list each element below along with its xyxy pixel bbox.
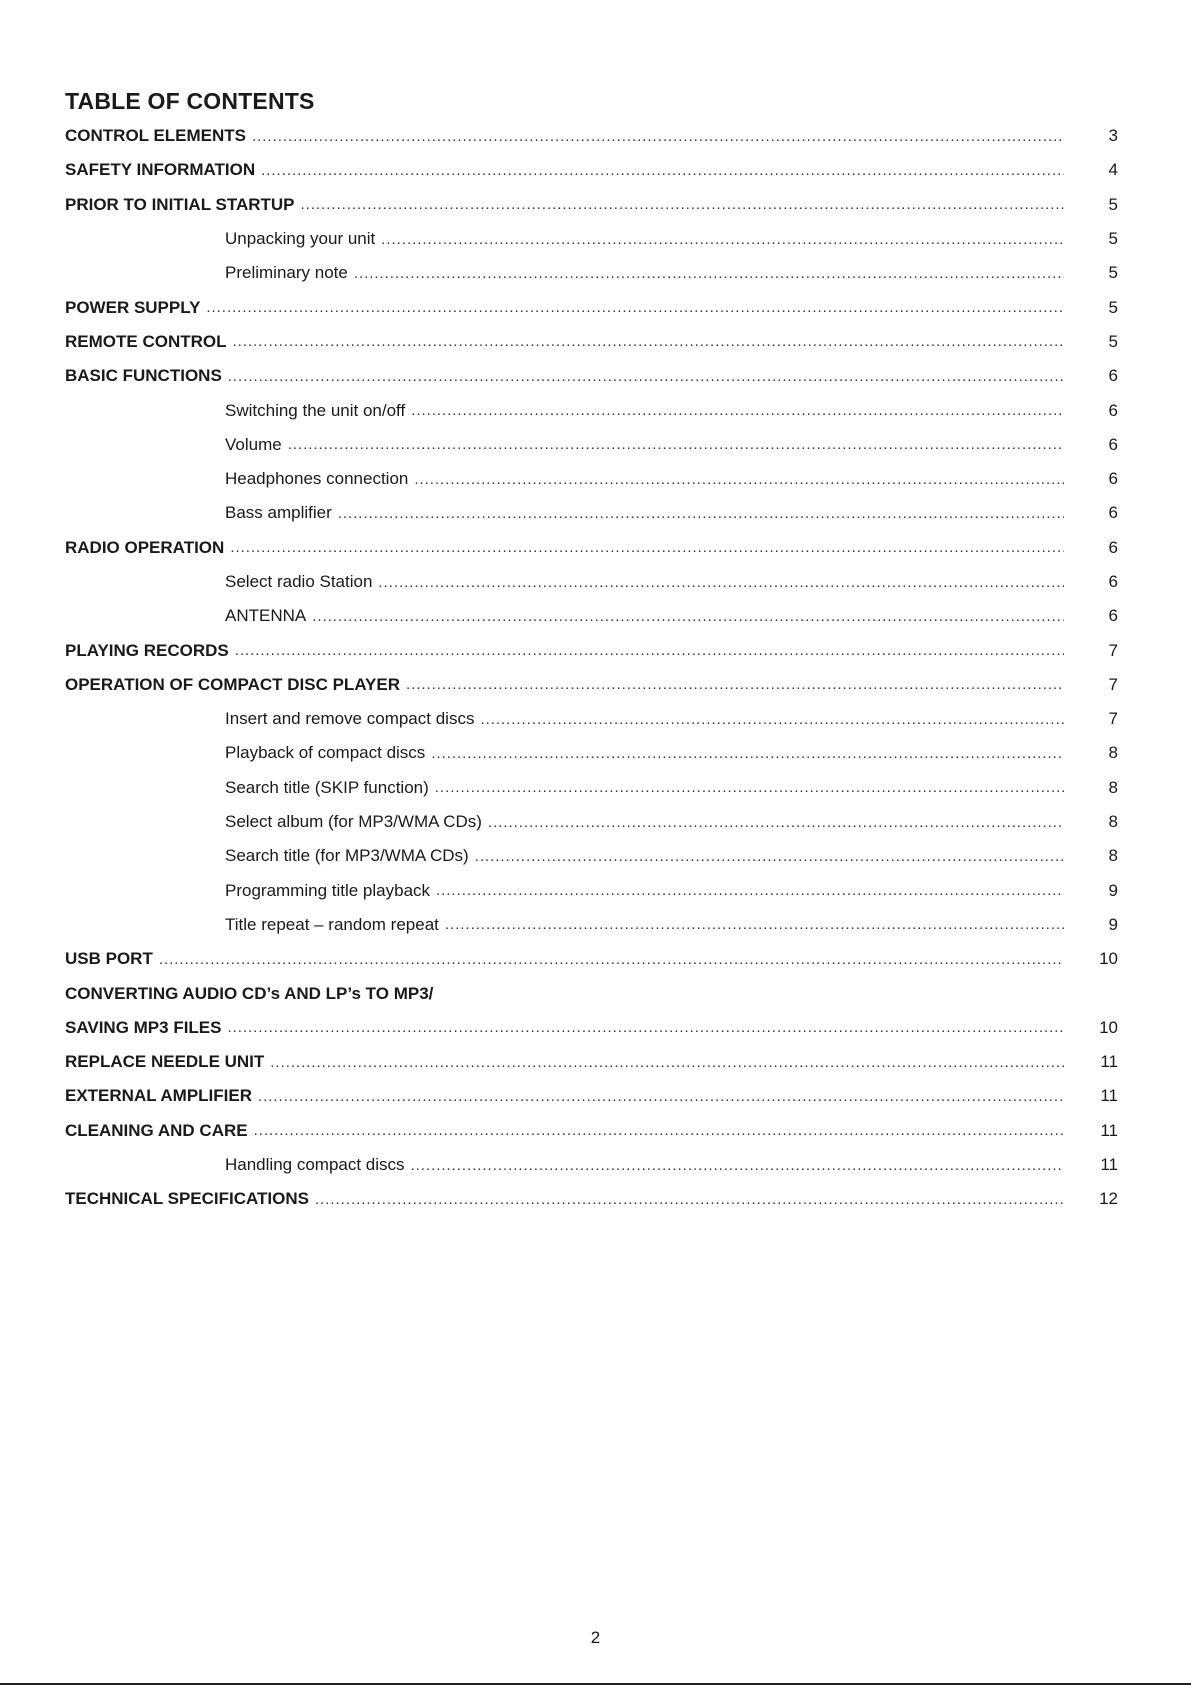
toc-leader-dots xyxy=(475,848,1064,865)
toc-list xyxy=(65,119,1118,1217)
toc-entry-label: SAFETY INFORMATION xyxy=(65,160,256,180)
toc-entry-label: CONTROL ELEMENTS xyxy=(65,126,247,146)
toc-entry-label: OPERATION OF COMPACT DISC PLAYER xyxy=(65,674,400,694)
toc-leader-dots xyxy=(406,676,1064,693)
toc-page-number: 6 xyxy=(1108,572,1118,591)
toc-page-number: 5 xyxy=(1108,331,1118,351)
toc-page-number: 5 xyxy=(1108,263,1118,283)
toc-entry[interactable] xyxy=(65,976,1118,1010)
toc-page-number: 8 xyxy=(1108,846,1118,866)
toc-entry[interactable] xyxy=(65,1114,1118,1148)
toc-page-number: 6 xyxy=(1108,366,1118,386)
toc-page-number: 10 xyxy=(1099,949,1118,969)
toc-page-number: 5 xyxy=(1108,194,1118,214)
toc-page-number: 6 xyxy=(1108,400,1118,420)
toc-leader-dots xyxy=(258,1088,1064,1105)
toc-entry[interactable] xyxy=(65,942,1118,976)
toc-entry-label: TECHNICAL SPECIFICATIONS xyxy=(65,1189,309,1209)
toc-leader-dots xyxy=(488,814,1064,831)
toc-entry-label: Insert and remove compact discs xyxy=(225,709,475,729)
toc-entry[interactable] xyxy=(65,1182,1118,1216)
toc-leader-dots xyxy=(354,265,1064,282)
toc-leader-dots xyxy=(288,436,1064,453)
toc-subentry[interactable] xyxy=(65,222,1118,256)
toc-entry-label: BASIC FUNCTIONS xyxy=(65,366,222,386)
toc-page-number: 6 xyxy=(1108,434,1118,454)
toc-page-number: 8 xyxy=(1108,743,1118,763)
toc-subentry[interactable] xyxy=(65,565,1118,599)
toc-leader-dots xyxy=(414,471,1064,488)
toc-page-number: 12 xyxy=(1099,1189,1118,1209)
toc-entry-label: Playback of compact discs xyxy=(225,743,426,763)
toc-entry[interactable] xyxy=(65,153,1118,187)
toc-leader-dots xyxy=(235,642,1064,659)
toc-subentry[interactable] xyxy=(65,702,1118,736)
toc-page-number: 11 xyxy=(1100,1120,1118,1140)
toc-leader-dots xyxy=(228,1019,1065,1036)
toc-subentry[interactable] xyxy=(65,393,1118,427)
toc-entry-label: REPLACE NEEDLE UNIT xyxy=(65,1052,265,1072)
toc-page-number: 11 xyxy=(1100,1052,1118,1072)
toc-leader-dots xyxy=(301,196,1064,213)
toc-subentry[interactable] xyxy=(65,599,1118,633)
toc-entry-label: USB PORT xyxy=(65,949,153,969)
toc-leader-dots xyxy=(228,368,1064,385)
toc-page-number: 4 xyxy=(1108,160,1118,180)
toc-subentry[interactable] xyxy=(65,771,1118,805)
toc-subentry[interactable] xyxy=(65,839,1118,873)
toc-entry[interactable] xyxy=(65,1079,1118,1113)
toc-subentry[interactable] xyxy=(65,1148,1118,1182)
toc-entry-label: PRIOR TO INITIAL STARTUP xyxy=(65,194,295,214)
toc-leader-dots xyxy=(312,608,1064,625)
toc-entry-label: RADIO OPERATION xyxy=(65,537,225,557)
toc-page-number: 9 xyxy=(1108,880,1118,900)
toc-leader-dots xyxy=(411,1157,1064,1174)
toc-entry[interactable] xyxy=(65,188,1118,222)
toc-entry-label: EXTERNAL AMPLIFIER xyxy=(65,1086,253,1106)
toc-entry-label: Select radio Station xyxy=(225,572,373,591)
toc-leader-dots xyxy=(206,299,1064,316)
toc-leader-dots xyxy=(230,539,1064,556)
toc-entry-label: PLAYING RECORDS xyxy=(65,640,229,660)
toc-entry-label: SAVING MP3 FILES xyxy=(65,1017,222,1037)
toc-entry[interactable] xyxy=(65,531,1118,565)
toc-entry[interactable] xyxy=(65,290,1118,324)
toc-entry[interactable] xyxy=(65,119,1118,153)
toc-entry-label: Preliminary note xyxy=(225,263,348,283)
toc-page-number: 6 xyxy=(1108,469,1118,489)
toc-leader-dots xyxy=(252,128,1064,145)
toc-leader-dots xyxy=(411,402,1064,419)
toc-entry-label: ANTENNA xyxy=(225,606,307,626)
toc-leader-dots xyxy=(435,779,1064,796)
toc-page-number: 8 xyxy=(1108,777,1118,797)
toc-subentry[interactable] xyxy=(65,496,1118,530)
toc-leader-dots xyxy=(315,1191,1064,1208)
toc-leader-dots xyxy=(445,916,1064,933)
toc-page-number: 7 xyxy=(1108,674,1118,694)
toc-leader-dots xyxy=(261,162,1064,179)
toc-leader-dots xyxy=(270,1054,1064,1071)
toc-page-number: 5 xyxy=(1108,229,1118,249)
toc-leader-dots xyxy=(381,231,1064,248)
page-number: 2 xyxy=(590,1628,601,1647)
toc-entry-label: CLEANING AND CARE xyxy=(65,1120,248,1140)
toc-page-number: 6 xyxy=(1108,606,1118,626)
toc-leader-dots xyxy=(436,882,1064,899)
toc-leader-dots xyxy=(431,745,1064,762)
toc-entry-label: Search title (for MP3/WMA CDs) xyxy=(225,846,469,866)
toc-entry[interactable] xyxy=(65,359,1118,393)
toc-leader-dots xyxy=(338,505,1064,522)
toc-entry-label: Switching the unit on/off xyxy=(225,400,406,420)
toc-entry[interactable] xyxy=(65,325,1118,359)
toc-page-number: 7 xyxy=(1108,640,1118,660)
toc-page-number: 5 xyxy=(1108,297,1118,317)
toc-entry-label: Search title (SKIP function) xyxy=(225,777,429,797)
toc-entry-label: Select album (for MP3/WMA CDs) xyxy=(225,812,482,832)
toc-page-number: 6 xyxy=(1108,537,1118,557)
toc-subentry[interactable] xyxy=(65,908,1118,942)
toc-page-number: 6 xyxy=(1108,503,1118,523)
toc-leader-dots xyxy=(378,574,1064,591)
toc-page-number: 11 xyxy=(1100,1086,1118,1106)
toc-entry-label: CONVERTING AUDIO CD’s AND LP’s TO MP3/ xyxy=(65,983,434,1003)
toc-entry-label: Volume xyxy=(225,434,282,454)
toc-subentry[interactable] xyxy=(65,428,1118,462)
toc-entry-label: Title repeat – random repeat xyxy=(225,914,439,934)
toc-title: TABLE OF CONTENTS xyxy=(65,88,315,114)
toc-entry-label: REMOTE CONTROL xyxy=(65,331,227,351)
toc-entry[interactable] xyxy=(65,668,1118,702)
toc-leader-dots xyxy=(159,951,1064,968)
toc-page-number: 3 xyxy=(1108,126,1118,146)
toc-entry-label: Bass amplifier xyxy=(225,503,332,523)
toc-entry-label: Handling compact discs xyxy=(225,1155,405,1175)
toc-page-number: 9 xyxy=(1108,914,1118,934)
toc-page-number: 8 xyxy=(1108,812,1118,832)
toc-entry[interactable] xyxy=(65,633,1118,667)
toc-leader-dots xyxy=(233,333,1065,350)
toc-entry-label: Headphones connection xyxy=(225,469,409,489)
toc-page-number: 7 xyxy=(1108,709,1118,729)
toc-subentry[interactable] xyxy=(65,462,1118,496)
toc-leader-dots xyxy=(480,711,1064,728)
toc-subentry[interactable] xyxy=(65,805,1118,839)
toc-entry[interactable] xyxy=(65,1045,1118,1079)
toc-subentry[interactable] xyxy=(65,874,1118,908)
toc-subentry[interactable] xyxy=(65,256,1118,290)
toc-subentry[interactable] xyxy=(65,736,1118,770)
toc-entry-label: Programming title playback xyxy=(225,880,431,900)
toc-entry-label: Unpacking your unit xyxy=(225,229,376,249)
toc-entry[interactable] xyxy=(65,1011,1118,1045)
toc-entry-label: POWER SUPPLY xyxy=(65,297,201,317)
toc-leader-dots xyxy=(254,1122,1064,1139)
toc-page-number: 10 xyxy=(1099,1017,1118,1037)
toc-page-number: 11 xyxy=(1100,1155,1118,1175)
